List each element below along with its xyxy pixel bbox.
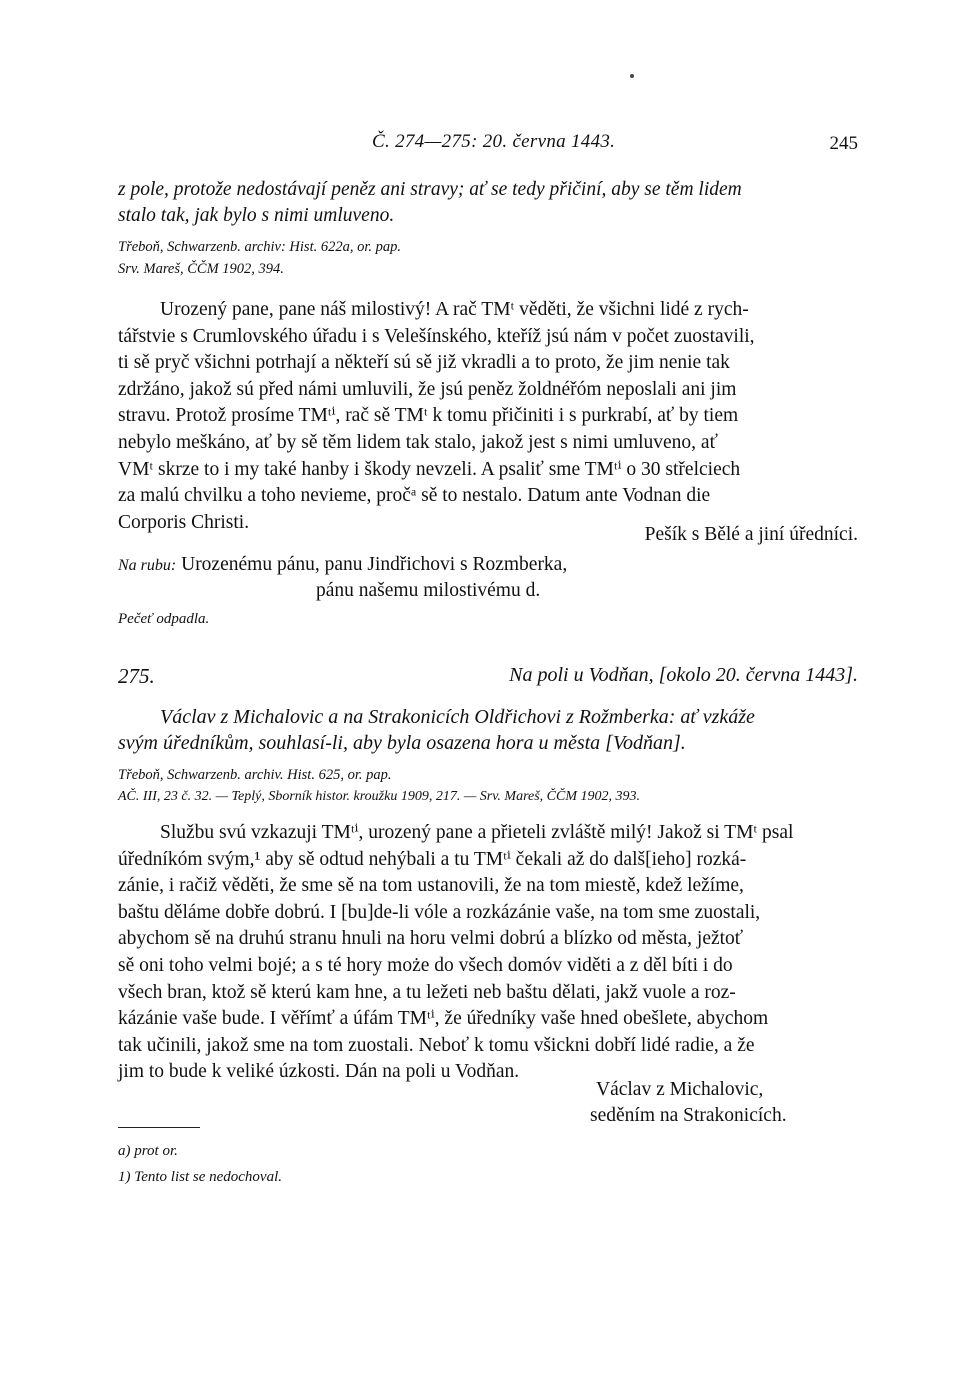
body-line: všech bran, ktož sě kterú kam hne, a tu ležeti neb baštu dělati, jakž vuole a roz- <box>118 981 736 1003</box>
doc274-source-2: Srv. Mareš, ČČM 1902, 394. <box>118 261 284 277</box>
doc275-summary-line-2: svým úředníkům, souhlasí-li, aby byla osazena hora u města [Vodňan]. <box>118 732 686 754</box>
verso-label: Na rubu: <box>118 557 177 574</box>
body-line: zdržáno, jakož sú před námi umluvili, že jsú peněz žoldnéřóm neposlali ani jim <box>118 378 737 400</box>
doc274-verso <box>118 552 858 580</box>
body-line: tak učinili, jakož sme na tom zuostali. Neboť k tomu všickni dobří lidé radie, a že <box>118 1034 755 1056</box>
doc275-source-1: Třeboň, Schwarzenb. archiv. Hist. 625, or. pap. <box>118 767 392 783</box>
doc275-summary-line-1: Václav z Michalovic a na Strakonicích Oldřichovi z Rožmberka: ať vzkáže <box>160 706 755 728</box>
doc274-source-1: Třeboň, Schwarzenb. archiv: Hist. 622a, or. pap. <box>118 239 402 255</box>
page-number: 245 <box>829 133 858 154</box>
body-line: Urozený pane, pane náš milostivý! A rač TMᵗ věděti, že všichni lidé z rych- <box>160 299 749 320</box>
doc275-number: 275. <box>118 664 155 688</box>
body-line: za malú chvilku a toho nevieme, pročᵃ sě to nestalo. Datum ante Vodnan die <box>118 485 711 507</box>
doc275-signature-line-1: Václav z Michalovic, <box>596 1079 764 1100</box>
doc274-summary-line-2: stalo tak, jak bylo s nimi umluveno. <box>118 205 395 226</box>
footnote-1: 1) Tento list se nedochoval. <box>118 1169 283 1185</box>
body-line: kázánie vaše bude. I věřímť a úfám TMᵗⁱ, že úředníky vaše hned obešlete, abychom <box>118 1008 769 1030</box>
doc274-seal-note: Pečeť odpadla. <box>118 611 210 627</box>
ink-speck <box>630 74 634 78</box>
body-line: zánie, i račiž věděti, že sme sě na tom ustanovili, že na tom miestě, kdež ležíme, <box>118 875 744 897</box>
verso-address-line-1: Urozenému pánu, panu Jindřichovi s Rozmberka, <box>181 554 568 575</box>
footnote-a: a) prot or. <box>118 1143 178 1159</box>
doc274-summary-line-1: z pole, protože nedostávají peněz ani stravy; ať se tedy přičiní, aby se těm lidem <box>118 179 742 200</box>
running-header <box>118 131 858 157</box>
body-line: úředníkóm svým,¹ aby sě odtud nehýbali a tu TMᵗⁱ čekali až do dalš[ieho] rozká- <box>118 848 747 870</box>
body-line: baštu děláme dobře dobrú. I [bu]de-li vóle a rozkázánie vaše, na tom sme zuostali, <box>118 901 761 923</box>
doc275-source-2: AČ. III, 23 č. 32. — Teplý, Sborník histor. kroužku 1909, 217. — Srv. Mareš, ČČM 1902, 393. <box>118 789 640 804</box>
body-line: jim to bude k veliké úzkosti. Dán na poli u Vodňan. <box>118 1061 520 1083</box>
body-line: abychom sě na druhú stranu hnuli na horu velmi dobrú a blízko od města, ježtoť <box>118 928 744 950</box>
body-line: sě oni toho velmi bojé; a s té hory może do všech domóv viděti a z děl bíti i do <box>118 955 733 976</box>
body-line: nebylo meškáno, ať by sě těm lidem tak stalo, jakož jest s nimi umluveno, ať <box>118 432 718 453</box>
verso-address-line-2: pánu našemu milostivému d. <box>316 580 541 601</box>
doc275-place-date: Na poli u Vodňan, [okolo 20. června 1443]. <box>509 664 858 686</box>
body-line: tářstvie s Crumlovského úřadu i s Velešínského, kteříž jsú nám v počet zuostavili, <box>118 325 755 347</box>
body-line: stravu. Protož prosíme TMᵗⁱ, rač sě TMᵗ k tomu přičiniti i s purkrabí, ať by tiem <box>118 405 739 427</box>
body-line: ti sě pryč všichni potrhají a někteří sú sě již vkradli a to proto, že jim nenie tak <box>118 352 730 374</box>
header-title: Č. 274—275: 20. června 1443. <box>372 131 616 152</box>
body-line: Službu svú vzkazuji TMᵗⁱ, urozený pane a přieteli zvláště milý! Jakož si TMᵗ psal <box>160 822 794 843</box>
body-line: Corporis Christi. <box>118 511 250 533</box>
body-line: VMᵗ skrze to i my také hanby i škody nevzeli. A psaliť sme TMᵗⁱ o 30 střelciech <box>118 458 741 480</box>
footnote-rule <box>118 1127 200 1128</box>
doc275-signature-line-2: seděním na Strakonicích. <box>590 1105 787 1126</box>
doc274-signature: Pešík s Bělé a jiní úředníci. <box>644 524 858 545</box>
